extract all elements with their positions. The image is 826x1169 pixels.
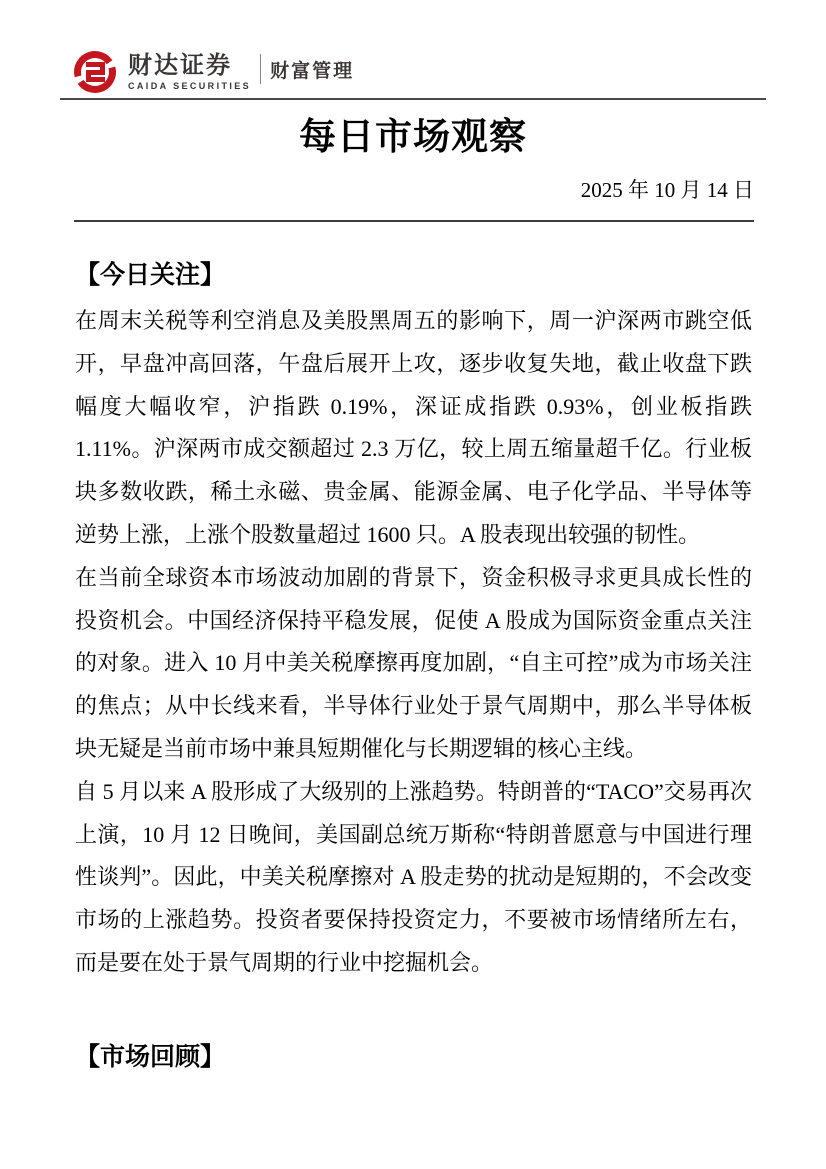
title-rule — [74, 220, 754, 222]
today-focus-paragraphs — [75, 300, 752, 985]
section-today-focus — [75, 259, 752, 985]
document-header — [60, 48, 766, 222]
paragraph-trend-outlook: 自 5 月以来 A 股形成了大级别的上涨趋势。特朗普的“TACO”交易再次上演，10 月 12 日晚间，美国副总统万斯称“特朗普愿意与中国进行理性谈判”。因此，中美关税摩擦对 A 股走势的扰动是短期的，不会改变市场的上涨趋势。投资者要保持投资定力，不要被市场情绪所左右，而是要在处于景气周期的行业中挖掘机会。 — [75, 778, 752, 975]
paragraph-market-summary: 在周末关税等利空消息及美股黑周五的影响下，周一沪深两市跳空低开，早盘冲高回落，午盘后展开上攻，逐步收复失地，截止收盘下跌幅度大幅收窄，沪指跌 0.19%，深证成指跌 0.93%，创业板指跌 1.11%。沪深两市成交额超过 2.3 万亿，较上周五缩量超千亿。行业板块多数收跌，稀土永磁、贵金属、能源金属、电子化学品、半导体等逆势上涨，上涨个股数量超过 1600 只。A 股表现出较强的韧性。 — [75, 308, 752, 547]
header-rule — [60, 98, 766, 100]
brand-text — [128, 53, 251, 91]
caida-securities-logo-icon — [72, 49, 118, 95]
document-body — [75, 259, 752, 1073]
section-heading-today-focus: 【今日关注】 — [75, 261, 226, 289]
document-date: 2025 年 10 月 14 日 — [580, 178, 754, 202]
brand-divider — [260, 54, 261, 84]
brand-name-en: CAIDA SECURITIES — [128, 81, 252, 91]
brand-division-label: 财富管理 — [270, 60, 355, 82]
brand-name-cn: 财达证券 — [128, 52, 232, 79]
paragraph-capital-flows: 在当前全球资本市场波动加剧的背景下，资金积极寻求更具成长性的投资机会。中国经济保持平稳发展，促使 A 股成为国际资金重点关注的对象。进入 10 月中美关税摩擦再度加剧，“自主可控”成为市场关注的焦点；从中长线来看，半导体行业处于景气周期中，那么半导体板块无疑是当前市场中兼具短期催化与长期逻辑的核心主线。 — [75, 564, 752, 761]
document-title: 每日市场观察 — [299, 117, 527, 158]
section-market-review — [75, 1041, 752, 1073]
section-heading-market-review: 【市场回顾】 — [75, 1042, 226, 1071]
brand-row — [72, 48, 766, 96]
